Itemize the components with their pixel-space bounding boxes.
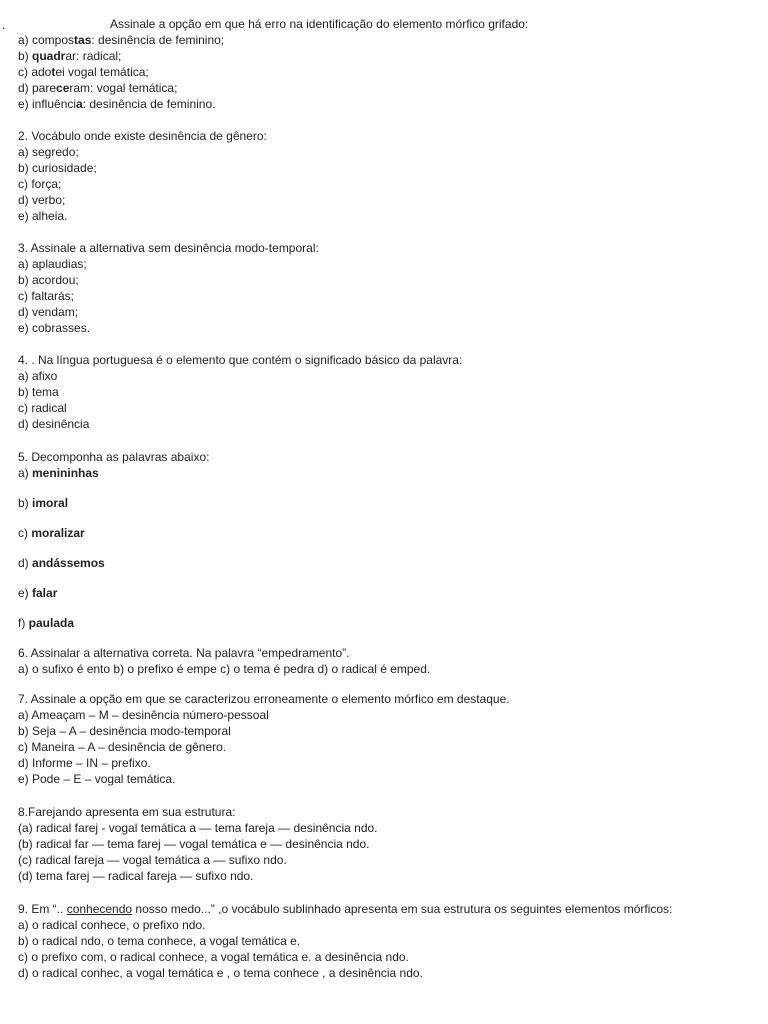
text-run: d) xyxy=(18,556,33,570)
word-item xyxy=(18,525,758,541)
text-run: b) xyxy=(18,496,33,510)
question-title xyxy=(18,449,758,465)
text-run: b) xyxy=(18,49,33,63)
text-run: : desinência de feminino; xyxy=(91,33,225,47)
text-run: (b) radical far — tema farej — vogal temática e — desinência ndo. xyxy=(18,837,370,851)
question-7 xyxy=(18,691,758,787)
text-run: d) o radical conhec, a vogal temática e , o tema conhece , a desinência ndo. xyxy=(18,966,423,980)
option-line xyxy=(18,739,758,755)
option-line xyxy=(18,965,758,981)
option-line xyxy=(18,96,758,112)
text-run: c) o prefixo com, o radical conhece, a vogal temática e. a desinência ndo. xyxy=(18,950,409,964)
question-title xyxy=(18,16,758,32)
option-line xyxy=(18,32,758,48)
question-title xyxy=(18,645,758,661)
text-run: b) tema xyxy=(18,385,59,399)
option-line xyxy=(18,208,758,224)
option-line xyxy=(18,416,758,432)
bold-text: falar xyxy=(32,586,58,600)
question-4 xyxy=(18,352,758,432)
text-run: a) Ameaçam – M – desinência número-pessoal xyxy=(18,708,269,722)
text-run: 8.Farejando apresenta em sua estrutura: xyxy=(18,805,236,819)
question-title xyxy=(18,901,758,917)
text-run: e) alheia. xyxy=(18,209,68,223)
text-run: 2. Vocábulo onde existe desinência de gênero: xyxy=(18,129,267,143)
text-run: Assinale a opção em que há erro na identificação do elemento mórfico grifado: xyxy=(110,17,529,31)
option-line xyxy=(18,836,758,852)
question-5 xyxy=(18,449,758,631)
option-line xyxy=(18,933,758,949)
lead-mark: . xyxy=(2,18,6,32)
option-line xyxy=(18,707,758,723)
text-run: nosso medo...” ,o vocábulo sublinhado apresenta em sua estrutura os seguintes elementos mórficos: xyxy=(132,902,673,916)
text-run: d) pare xyxy=(18,81,57,95)
option-line xyxy=(18,949,758,965)
word-item xyxy=(18,495,758,511)
text-run: c) faltarás; xyxy=(18,289,75,303)
option-line xyxy=(18,820,758,836)
text-run: b) curiosidade; xyxy=(18,161,97,175)
option-line xyxy=(18,48,758,64)
question-2 xyxy=(18,128,758,224)
text-run: 7. Assinale a opção em que se caracterizou erroneamente o elemento mórfico em destaque. xyxy=(18,692,510,706)
bold-text: t xyxy=(51,65,56,79)
option-line xyxy=(18,723,758,739)
question-8 xyxy=(18,804,758,884)
text-run: 6. Assinalar a alternativa correta. Na palavra “empedramento”. xyxy=(18,646,350,660)
underlined-text: conhecendo xyxy=(66,902,133,916)
option-line xyxy=(18,192,758,208)
option-line xyxy=(18,80,758,96)
text-run: d) vendam; xyxy=(18,305,79,319)
text-run: e) xyxy=(18,586,33,600)
text-run: e) influênci xyxy=(18,97,77,111)
word-item xyxy=(18,585,758,601)
question-title xyxy=(18,128,758,144)
bold-text: menininhas xyxy=(32,466,99,480)
text-run: a) o radical conhece, o prefixo ndo. xyxy=(18,918,206,932)
option-line xyxy=(18,320,758,336)
option-line xyxy=(18,755,758,771)
bold-text: imoral xyxy=(32,496,69,510)
text-run: d) desinência xyxy=(18,417,90,431)
text-run: d) Informe – IN – prefixo. xyxy=(18,756,151,770)
text-run: : desinência de feminino. xyxy=(82,97,216,111)
text-run: a) xyxy=(18,466,33,480)
question-3 xyxy=(18,240,758,336)
option-line xyxy=(18,771,758,787)
text-run: c) ado xyxy=(18,65,52,79)
option-line xyxy=(18,272,758,288)
bold-text: tas xyxy=(74,33,92,47)
text-run: b) acordou; xyxy=(18,273,79,287)
bold-text: ce xyxy=(56,81,70,95)
word-item xyxy=(18,465,758,481)
text-run: (a) radical farej - vogal temática a — tema fareja — desinência ndo. xyxy=(18,821,378,835)
text-run: b) Seja – A – desinência modo-temporal xyxy=(18,724,231,738)
option-line xyxy=(18,852,758,868)
text-run: 3. Assinale a alternativa sem desinência modo-temporal: xyxy=(18,241,319,255)
option-line xyxy=(18,288,758,304)
text-run: a) segredo; xyxy=(18,145,79,159)
option-line xyxy=(18,256,758,272)
bold-text: paulada xyxy=(28,616,75,630)
question-title xyxy=(18,804,758,820)
text-run: e) cobrasses. xyxy=(18,321,91,335)
text-run: a) o sufixo é ento b) o prefixo é empe c) o tema é pedra d) o radical é emped. xyxy=(18,662,431,676)
text-run: b) o radical ndo, o tema conhece, a vogal temática e. xyxy=(18,934,301,948)
text-run: ei vogal temática; xyxy=(55,65,149,79)
option-line xyxy=(18,400,758,416)
text-run: c) força; xyxy=(18,177,62,191)
option-line xyxy=(18,176,758,192)
text-run: 9. Em “.. xyxy=(18,902,67,916)
bold-text: quadr xyxy=(32,49,66,63)
option-line xyxy=(18,384,758,400)
option-line xyxy=(18,368,758,384)
text-run: a) aplaudias; xyxy=(18,257,87,271)
option-line xyxy=(18,661,758,677)
text-run: c) Maneira – A – desinência de gênero. xyxy=(18,740,227,754)
option-line xyxy=(18,304,758,320)
text-run: 4. . Na língua portuguesa é o elemento que contém o significado básico da palavra: xyxy=(18,353,463,367)
question-title xyxy=(18,352,758,368)
question-9 xyxy=(18,901,758,981)
question-title xyxy=(18,240,758,256)
text-run: a) compos xyxy=(18,33,75,47)
text-run: c) radical xyxy=(18,401,67,415)
bold-text: moralizar xyxy=(31,526,85,540)
option-line xyxy=(18,917,758,933)
option-line xyxy=(18,160,758,176)
text-run: e) Pode – E – vogal temática. xyxy=(18,772,176,786)
text-run: d) verbo; xyxy=(18,193,66,207)
word-item xyxy=(18,555,758,571)
text-run: 5. Decomponha as palavras abaixo: xyxy=(18,450,210,464)
word-item xyxy=(18,615,758,631)
text-run: ram: vogal temática; xyxy=(69,81,178,95)
text-run: (c) radical fareja — vogal temática a — sufixo ndo. xyxy=(18,853,287,867)
bold-text: a xyxy=(76,97,83,111)
text-run: f) xyxy=(18,616,29,630)
text-run: (d) tema farej — radical fareja — sufixo ndo. xyxy=(18,869,254,883)
option-line xyxy=(18,64,758,80)
text-run: a) afixo xyxy=(18,369,58,383)
option-line xyxy=(18,868,758,884)
text-run: c) xyxy=(18,526,32,540)
text-run: ar: radical; xyxy=(65,49,122,63)
bold-text: andássemos xyxy=(32,556,105,570)
option-line xyxy=(18,144,758,160)
question-6 xyxy=(18,645,758,677)
question-1 xyxy=(18,16,758,112)
question-title xyxy=(18,691,758,707)
